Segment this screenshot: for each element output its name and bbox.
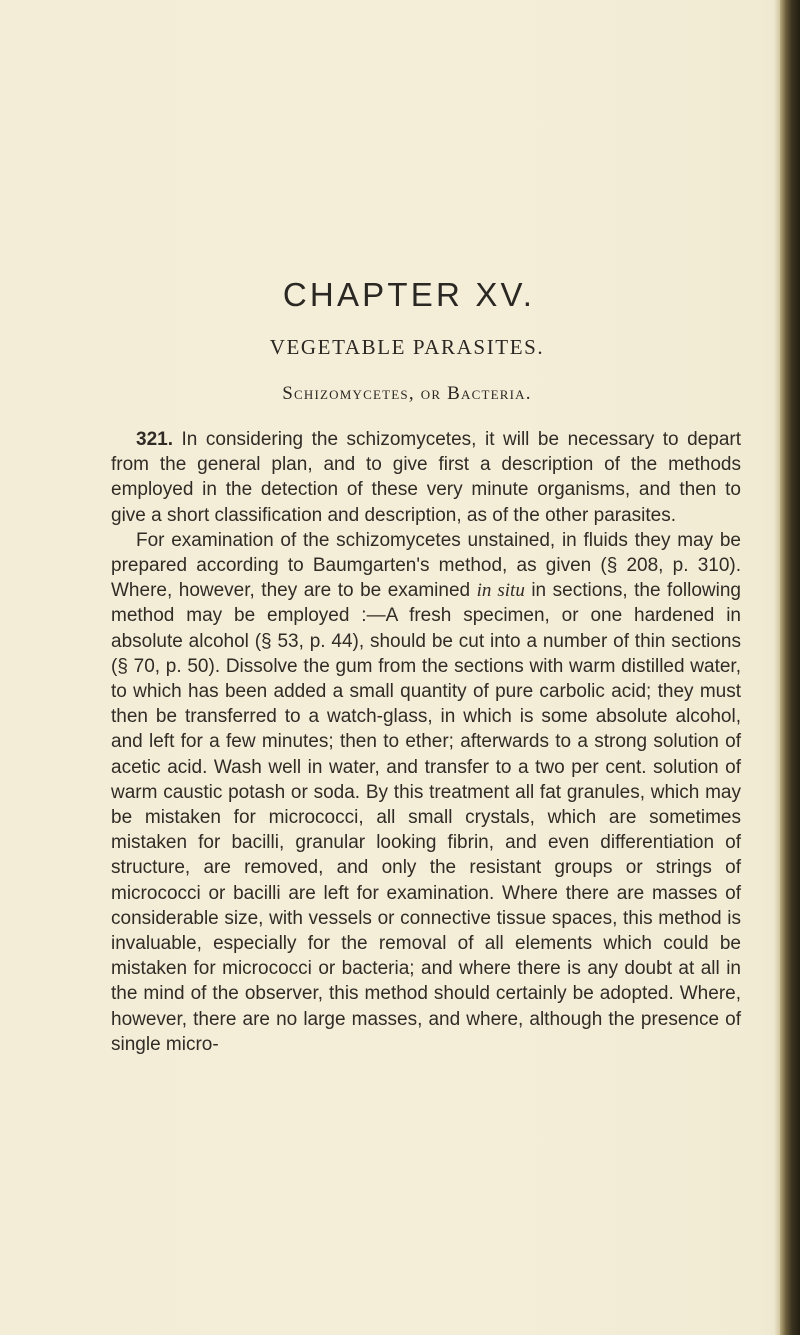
- paragraph-text-end: in sections, the following method may be employed :—A fresh specimen, or one hardened in absolute alcohol (§ 53, p. 44), should be cut into a number of thin sections (§ 70, p. 50). Dissolve the gum from the sections with warm distilled water, to which has been added a small quantity of pure carbolic acid; they must then be transferred to a watch-glass, in which is some absolute alcohol, and left for a few minutes; then to ether; afterwards to a strong solution of acetic acid. Wash well in water, and transfer to a two per cent. solution of warm caustic potash or soda. By this treatment all fat granules, which may be mistaken for micrococci, all small crystals, which are sometimes mistaken for bacilli, granular looking fibrin, and even differentiation of structure, are removed, and only the resistant groups or strings of micrococci or bacilli are left for examination. Where there are masses of considerable size, with vessels or connective tissue spaces, this method is invaluable, especially for the removal of all elements which could be mistaken for micrococci or bacteria; and where there is any doubt at all in the mind of the observer, this method should certainly be adopted. Where, however, there are no large masses, and where, although the presence of single micro-: [111, 580, 741, 1055]
- body-text: [111, 427, 741, 1057]
- paragraph-text-start: For examination of the schizomycetes unstained, in fluids they may be prepared according to Baumgarten's method, as given (§ 208, p. 310). Where, however, they are to be examined: [111, 529, 741, 602]
- page-edge-shadow: [780, 0, 800, 1335]
- italic-term: in situ: [476, 580, 525, 602]
- chapter-heading: CHAPTER XV.: [282, 276, 536, 313]
- paragraph-number: 321.: [136, 429, 173, 450]
- paragraph-methods: [111, 528, 741, 1057]
- paragraph-321: [111, 427, 741, 528]
- subsection-heading: Schizomycetes, or Bacteria.: [282, 383, 532, 404]
- paragraph-text: In considering the schizomycetes, it will be necessary to depart from the general plan, and to give first a description of the methods employed in the detection of these very minute organisms, and then to give a short classification and description, as of the other parasites.: [111, 429, 741, 526]
- section-heading: VEGETABLE PARASITES.: [269, 335, 545, 359]
